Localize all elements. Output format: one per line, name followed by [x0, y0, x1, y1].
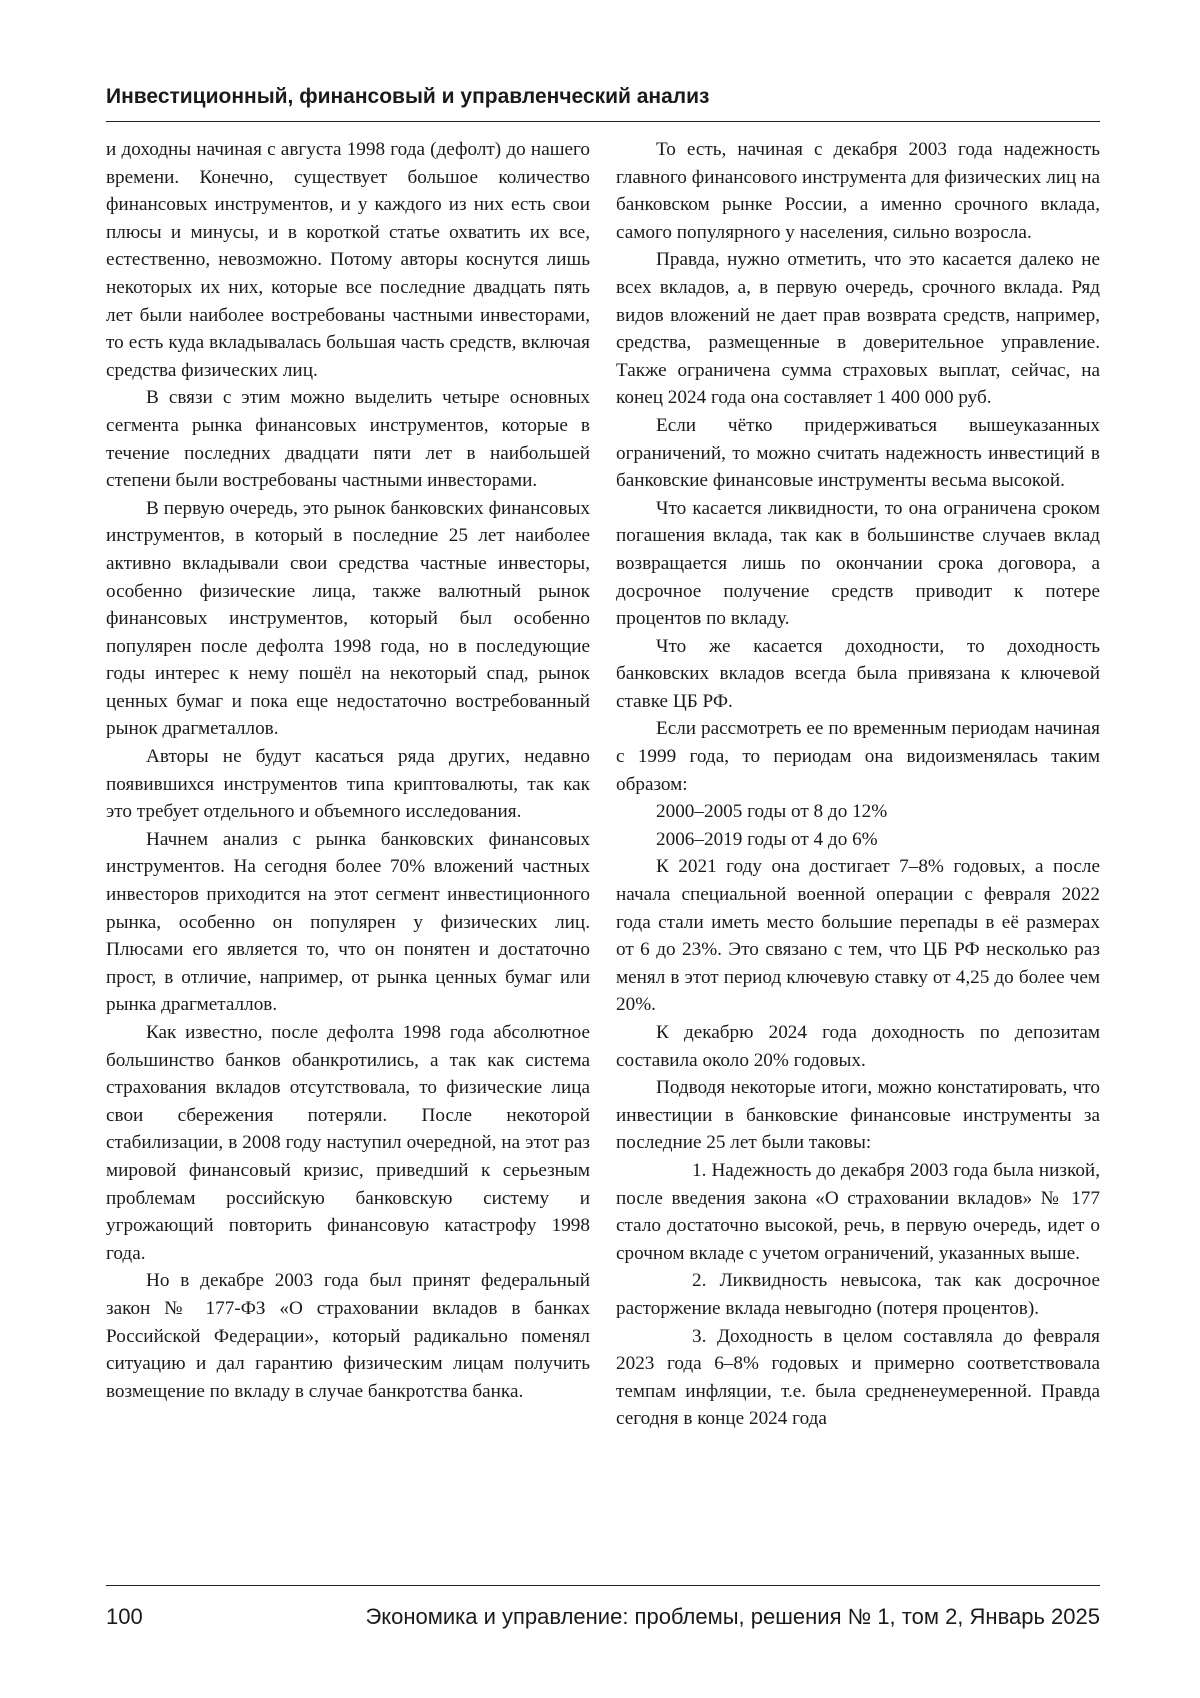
paragraph: Начнем анализ с рынка банковских финансовых инструментов. На сегодня более 70% вложений частных инвесторов приходится на этот сегмент инвестиционного рынка, особенно он популярен у физических лиц. Плюсами его является то, что он понятен и достаточно прост, в отличие, например, от рынка ценных бумаг или рынка драгметаллов.	[106, 828, 590, 1016]
paragraph: К декабрю 2024 года доходность по депозитам составила около 20% годовых.	[616, 1022, 1100, 1071]
paragraph: То есть, начиная с декабря 2003 года надежность главного финансового инструмента для физических лиц на банковском рынке России, а именно срочного вклада, самого популярного у населения, сильно возросла.	[616, 139, 1100, 243]
paragraph: Что касается ликвидности, то она ограничена сроком погашения вклада, так как в большинстве случаев вклад возвращается лишь по окончании срока договора, а досрочное получение средств приводит к потере процентов по вкладу.	[616, 497, 1100, 630]
numbered-conclusion: 1. Надежность до декабря 2003 года была низкой, после введения закона «О страховании вкладов» № 177 стало достаточно высокой, речь, в первую очередь, идет о срочном вкладе с учетом ограничений, указанных выше.	[616, 1159, 1100, 1264]
left-column	[106, 136, 590, 1405]
rate-period-line: 2000–2005 годы от 8 до 12%	[656, 801, 888, 823]
paragraph: и доходны начиная с августа 1998 года (дефолт) до нашего времени. Конечно, существует большое количество финансовых инструментов, и у каждого из них есть свои плюсы и минусы, и в короткой статье охватить их все, естественно, невозможно. Потому авторы коснутся лишь некоторых их них, которые все последние двадцать пять лет были наиболее востребованы частными инвесторами, то есть куда вкладывалась большая часть средств, включая средства физических лиц.	[106, 139, 590, 381]
numbered-conclusion: 3. Доходность в целом составляла до февраля 2023 года 6–8% годовых и примерно соответствовала темпам инфляции, т.е. была средненеумеренной. Правда сегодня в конце 2024 года	[616, 1325, 1100, 1430]
paragraph: Подводя некоторые итоги, можно констатировать, что инвестиции в банковские финансовые инструменты за последние 25 лет были таковы:	[616, 1077, 1100, 1154]
paragraph: Если рассмотреть ее по временным периодам начиная с 1999 года, то периодам она видоизменялась таким образом:	[616, 718, 1100, 795]
paragraph: К 2021 году она достигает 7–8% годовых, а после начала специальной военной операции с февраля 2022 года стали иметь место большие перепады в её размерах от 6 до 23%. Это связано с тем, что ЦБ РФ несколько раз менял в этот период ключевую ставку от 4,25 до более чем 20%.	[616, 856, 1100, 1016]
running-header-title: Инвестиционный, финансовый и управленческий анализ	[106, 85, 710, 108]
header-rule	[106, 121, 1100, 122]
paragraph: В связи с этим можно выделить четыре основных сегмента рынка финансовых инструментов, которые в течение последних двадцати пяти лет в наибольшей степени были востребованы частными инвесторами.	[106, 387, 590, 492]
journal-footer: Экономика и управление: проблемы, решения № 1, том 2, Январь 2025	[365, 1604, 1100, 1629]
paragraph: Правда, нужно отметить, что это касается далеко не всех вкладов, а, в первую очередь, срочного вклада. Ряд видов вложений не дает прав возврата средств, например, средства, размещенные в доверительное управление. Также ограничена сумма страховых выплат, сейчас, на конец 2024 года она составляет 1 400 000 руб.	[616, 249, 1100, 409]
paragraph: В первую очередь, это рынок банковских финансовых инструментов, в который в последние 25 лет наиболее активно вкладывали свои средства частные инвесторы, особенно физические лица, также валютный рынок финансовых инструментов, который был особенно популярен после дефолта 1998 года, но в последующие годы интерес к нему пошёл на некоторый спад, рынок ценных бумаг и пока еще недостаточно востребованный рынок драгметаллов.	[106, 497, 590, 740]
footer-rule	[106, 1585, 1100, 1586]
paragraph: Как известно, после дефолта 1998 года абсолютное большинство банков обанкротились, а так как система страхования вкладов отсутствовала, то физические лица свои сбережения потеряли. После некоторой стабилизации, в 2008 году наступил очередной, на этот раз мировой финансовый кризис, приведший к серьезным проблемам российскую банковскую систему и угрожающий повторить финансовую катастрофу 1998 года.	[106, 1022, 590, 1264]
numbered-conclusion: 2. Ликвидность невысока, так как досрочное расторжение вклада невыгодно (потеря процентов).	[616, 1270, 1100, 1319]
paragraph: Авторы не будут касаться ряда других, недавно появившихся инструментов типа криптовалюты, так как это требует отдельного и объемного исследования.	[106, 746, 590, 823]
page-number: 100	[106, 1604, 143, 1629]
paragraph: Что же касается доходности, то доходность банковских вкладов всегда была привязана к ключевой ставке ЦБ РФ.	[616, 635, 1100, 712]
rate-period-line: 2006–2019 годы от 4 до 6%	[656, 828, 878, 850]
paragraph: Если чётко придерживаться вышеуказанных ограничений, то можно считать надежность инвестиций в банковские финансовые инструменты весьма высокой.	[616, 414, 1100, 492]
paragraph: Но в декабре 2003 года был принят федеральный закон № 177-ФЗ «О страховании вкладов в банках Российской Федерации», который радикально поменял ситуацию и дал гарантию физическим лицам получить возмещение по вкладу в случае банкротства банка.	[106, 1270, 590, 1402]
right-column	[616, 136, 1100, 1433]
